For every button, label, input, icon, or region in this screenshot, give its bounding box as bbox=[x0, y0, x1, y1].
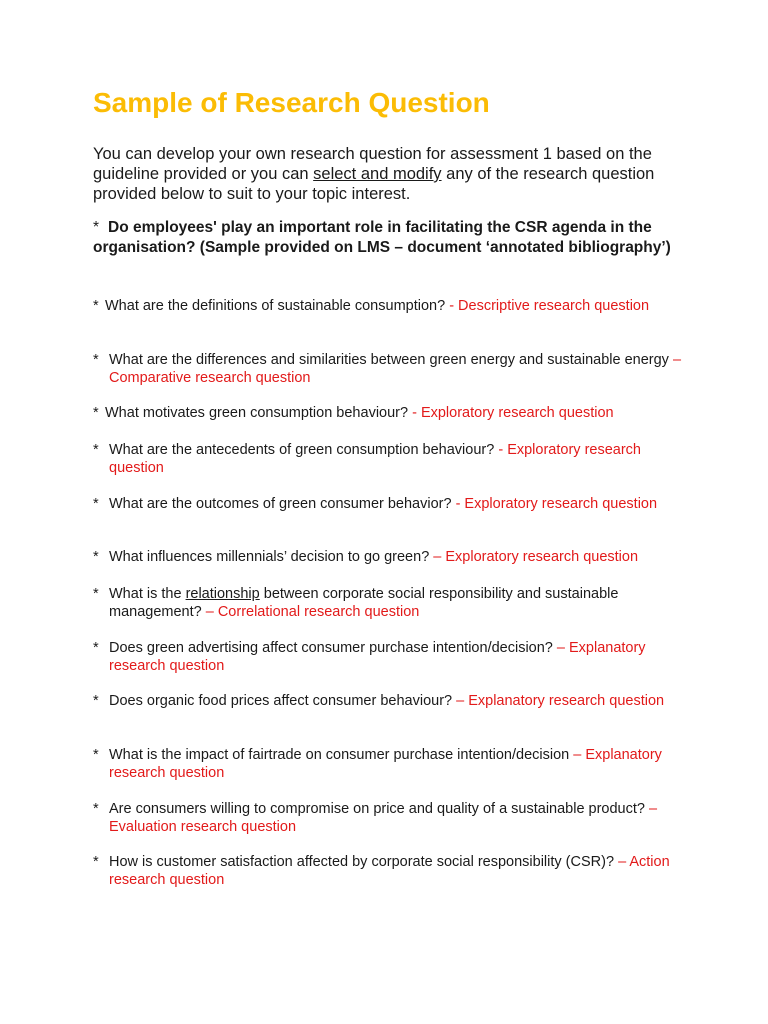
bullet-star: * bbox=[93, 549, 99, 565]
bullet-star: * bbox=[93, 352, 99, 368]
list-item bbox=[93, 586, 683, 621]
bullet-star: * bbox=[93, 219, 100, 236]
question-type: – Action research question bbox=[109, 854, 670, 888]
question-text-pre: What is the bbox=[109, 586, 186, 602]
question-text: What are the outcomes of green consumer behavior? bbox=[109, 496, 456, 512]
bullet-star: * bbox=[93, 747, 99, 763]
list-item bbox=[93, 640, 683, 675]
question-type: – Evaluation research question bbox=[109, 801, 658, 835]
list-item bbox=[93, 352, 683, 387]
question-text: What are the definitions of sustainable consumption? bbox=[105, 298, 450, 314]
list-item bbox=[93, 801, 683, 836]
question-text: Does organic food prices affect consumer behaviour? bbox=[109, 693, 457, 709]
featured-question-text: Do employees' play an important role in facilitating the CSR agenda in the organisation? (Sample provided on LMS – document ‘annotated bibliography’) bbox=[93, 219, 671, 256]
question-text: How is customer satisfaction affected by corporate social responsibility (CSR)? bbox=[109, 854, 619, 870]
question-text: What influences millennials’ decision to go green? bbox=[109, 549, 434, 565]
question-type: – Explanatory research question bbox=[109, 747, 662, 781]
bullet-star: * bbox=[93, 496, 99, 512]
intro-underlined-text: select and modify bbox=[313, 165, 442, 183]
list-item bbox=[93, 549, 683, 567]
question-type: - Exploratory research question bbox=[412, 405, 614, 421]
question-type: – Explanatory research question bbox=[456, 693, 665, 709]
bullet-star: * bbox=[93, 854, 99, 870]
question-type: - Exploratory research question bbox=[455, 496, 658, 512]
bullet-star: * bbox=[93, 405, 99, 421]
question-text: Does green advertising affect consumer purchase intention/decision? bbox=[109, 640, 557, 656]
question-text-post: between corporate social responsibility and sustainable management? bbox=[109, 586, 619, 620]
list-item bbox=[93, 442, 683, 477]
bullet-star: * bbox=[93, 442, 99, 458]
bullet-star: * bbox=[93, 640, 99, 656]
question-text: What are the antecedents of green consumption behaviour? bbox=[109, 442, 499, 458]
featured-question bbox=[93, 218, 683, 258]
bullet-star: * bbox=[93, 693, 99, 709]
bullet-star: * bbox=[93, 298, 99, 314]
question-type: – Correlational research question bbox=[205, 603, 420, 620]
bullet-star: * bbox=[93, 801, 99, 817]
question-type: – Exploratory research question bbox=[433, 549, 639, 565]
question-text: What motivates green consumption behaviour? bbox=[105, 405, 413, 421]
question-text: What is the impact of fairtrade on consumer purchase intention/decision bbox=[109, 747, 574, 763]
intro-text-2: any of the research question provided below to suit to your topic interest. bbox=[93, 165, 655, 203]
document-page bbox=[93, 86, 683, 276]
question-type: – Comparative research question bbox=[109, 352, 682, 386]
intro-paragraph bbox=[93, 144, 683, 204]
question-text: Are consumers willing to compromise on price and quality of a sustainable product? bbox=[109, 801, 649, 817]
bullet-star: * bbox=[93, 586, 99, 602]
list-item bbox=[93, 747, 683, 782]
list-item bbox=[93, 693, 683, 711]
page-title: Sample of Research Question bbox=[93, 87, 490, 118]
intro-text-1: You can develop your own research question for assessment 1 based on the guideline provided or you can bbox=[93, 145, 652, 183]
question-type: - Descriptive research question bbox=[449, 298, 650, 314]
question-text: What are the differences and similarities between green energy and sustainable energy bbox=[109, 352, 673, 368]
question-type: – Explanatory research question bbox=[109, 640, 646, 674]
question-text-underlined: relationship bbox=[185, 586, 260, 602]
question-type: - Exploratory research question bbox=[109, 442, 641, 476]
list-item bbox=[93, 405, 683, 423]
list-item bbox=[93, 298, 683, 316]
list-item bbox=[93, 854, 683, 889]
list-item bbox=[93, 496, 683, 514]
